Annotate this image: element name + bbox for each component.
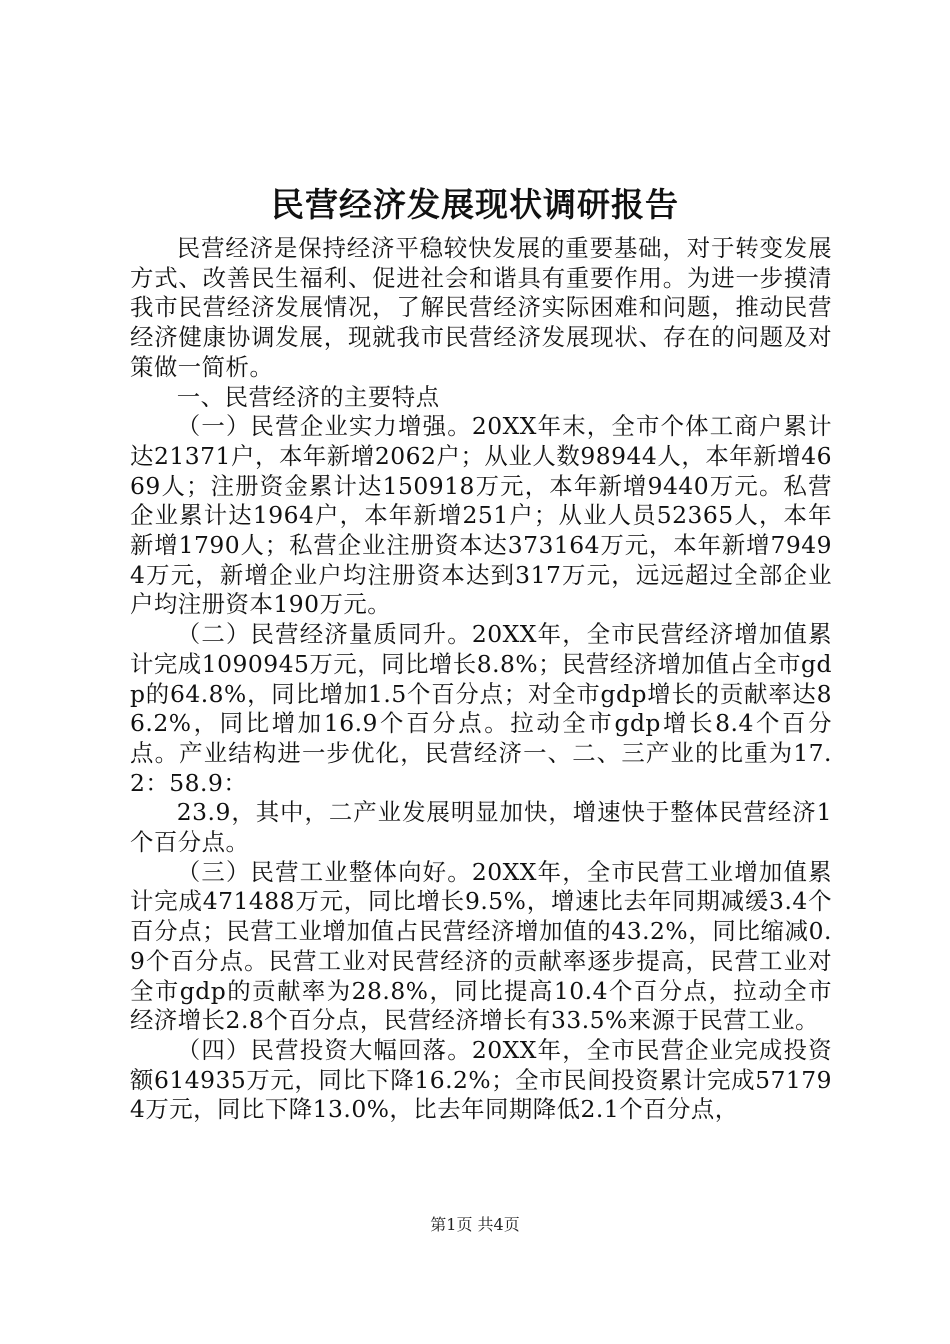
document-title: 民营经济发展现状调研报告 xyxy=(271,185,679,224)
section-paragraph-2-continued: 23.9，其中，二产业发展明显加快，增速快于整体民营经济1个百分点。 xyxy=(130,798,832,857)
page-number-footer: 第1页 共4页 xyxy=(430,1215,520,1234)
section-paragraph-2: （二）民营经济量质同升。20XX年，全市民营经济增加值累计完成1090945万元，同比增长8.8%；民营经济增加值占全市gdp的64.8%，同比增加1.5个百分点；对全市gdp增长的贡献率达86.2%，同比增加16.9个百分点。拉动全市gdp增长8.4个百分点。产业结构进一步优化，民营经济一、二、三产业的比重为17.2：58.9： xyxy=(130,620,832,797)
document-body xyxy=(130,234,832,1125)
section-paragraph-1: （一）民营企业实力增强。20XX年末，全市个体工商户累计达21371户，本年新增2062户；从业人数98944人，本年新增4669人；注册资金累计达150918万元，本年新增9440万元。私营企业累计达1964户，本年新增251户；从业人员52365人，本年新增1790人；私营企业注册资本达373164万元，本年新增79494万元，新增企业户均注册资本达到317万元，远远超过全部企业户均注册资本190万元。 xyxy=(130,412,832,619)
intro-paragraph: 民营经济是保持经济平稳较快发展的重要基础，对于转变发展方式、改善民生福利、促进社会和谐具有重要作用。为进一步摸清我市民营经济发展情况，了解民营经济实际困难和问题，推动民营经济健康协调发展，现就我市民营经济发展现状、存在的问题及对策做一简析。 xyxy=(130,234,832,381)
section-paragraph-3: （三）民营工业整体向好。20XX年，全市民营工业增加值累计完成471488万元，同比增长9.5%，增速比去年同期减缓3.4个百分点；民营工业增加值占民营经济增加值的43.2%，同比缩减0.9个百分点。民营工业对民营经济的贡献率逐步提高，民营工业对全市gdp的贡献率为28.8%，同比提高10.4个百分点，拉动全市经济增长2.8个百分点，民营经济增长有33.5%来源于民营工业。 xyxy=(130,857,832,1035)
section-heading: 一、民营经济的主要特点 xyxy=(176,382,440,411)
section-paragraph-4: （四）民营投资大幅回落。20XX年，全市民营企业完成投资额614935万元，同比下降16.2%；全市民间投资累计完成571794万元，同比下降13.0%，比去年同期降低2.1个百分点， xyxy=(130,1035,832,1124)
